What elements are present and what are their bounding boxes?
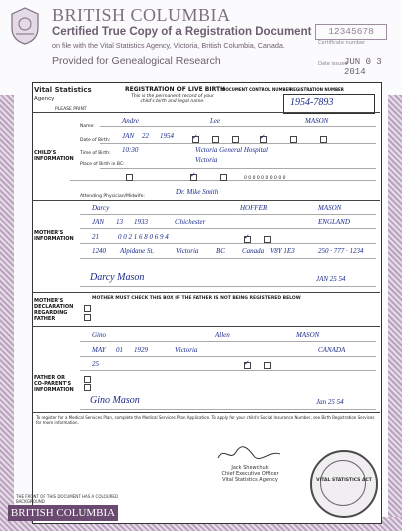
child-name-label: Name: xyxy=(80,124,95,129)
father-birthplace: Victoria xyxy=(175,346,198,354)
child-time: 10:30 xyxy=(122,146,139,154)
declaration-checkbox[interactable] xyxy=(84,314,91,321)
mother-street: Alpidane St. xyxy=(120,247,155,255)
father-option-checkbox[interactable] xyxy=(84,384,91,391)
divider xyxy=(32,200,380,201)
attending-physician: Dr. Mike Smith xyxy=(176,188,219,196)
father-age: 25 xyxy=(92,360,99,368)
father-signature-date: Jan 25 54 xyxy=(316,398,344,406)
registrar-name: Jack Shewchuk xyxy=(231,465,269,471)
field-line xyxy=(80,243,376,244)
field-line xyxy=(80,228,376,229)
father-signature: Gino Mason xyxy=(90,395,140,406)
please-print-label: PLEASE PRINT xyxy=(55,107,87,112)
footer-note: To register for a Medical Services Plan, complete the Medical Services Plan Application. To apply for your child's Social Insurance Number, see Birth Registration Services for more information. xyxy=(36,415,375,425)
child-first-name: Andre xyxy=(122,117,139,125)
seal-inner-ring xyxy=(320,460,366,506)
father-first-name: Gino xyxy=(92,331,106,339)
vital-statistics-seal-icon xyxy=(310,450,378,518)
child-dob-day: 22 xyxy=(142,132,149,140)
date-issued-label: Date issued xyxy=(318,61,348,67)
mother-birthplace: Chichester xyxy=(175,218,206,226)
place-of-birth-label: Place of Birth in BC: xyxy=(80,162,125,167)
sin-digits: 0 0 0 0 0 0 0 0 0 0 xyxy=(244,176,286,181)
father-dob-year: 1929 xyxy=(134,346,148,354)
divider xyxy=(32,292,380,293)
declaration-note: MOTHER MUST CHECK THIS BOX IF THE FATHER IS NOT BEING REGISTERED BELOW xyxy=(92,296,301,301)
registration-number: 1954-7893 xyxy=(290,97,334,108)
birth-type-checkbox[interactable] xyxy=(320,136,327,143)
father-middle-name: Allen xyxy=(215,331,230,339)
agency-logo: Vital Statistics xyxy=(34,86,92,94)
certificate-number-label: Certificate number xyxy=(318,40,366,46)
child-middle-name: Lee xyxy=(210,117,221,125)
certificate-purpose: Provided for Genealogical Research xyxy=(52,55,221,67)
child-time-label: Time of Birth: xyxy=(80,151,111,156)
divider xyxy=(32,412,380,413)
field-line xyxy=(100,126,376,127)
mother-first-name: Darcy xyxy=(92,204,110,212)
child-surname: MASON xyxy=(305,117,329,125)
field-line xyxy=(80,409,376,410)
mother-address-prov: BC xyxy=(216,247,225,255)
field-line xyxy=(80,214,376,215)
child-hospital: Victoria General Hospital xyxy=(195,146,268,154)
seal-text: VITAL STATISTICS ACT xyxy=(316,478,372,483)
certificate-number: 12345678 xyxy=(315,24,387,40)
father-country: CANADA xyxy=(318,346,346,354)
mother-checkbox[interactable] xyxy=(264,236,271,243)
mother-signature-date: JAN 25 54 xyxy=(316,275,346,283)
document-control-label: DOCUMENT CONTROL NUMBER xyxy=(222,87,292,92)
mother-birth-surname: MASON xyxy=(318,204,342,212)
declaration-section-label: MOTHER'S DECLARATION REGARDING FATHER xyxy=(34,298,74,322)
field-line xyxy=(80,341,376,342)
mother-address-city: Victoria xyxy=(176,247,199,255)
father-checkbox[interactable] xyxy=(264,362,271,369)
registrar-agency: Vital Statistics Agency xyxy=(222,477,278,483)
field-line xyxy=(100,143,376,144)
mother-age: 21 xyxy=(92,233,99,241)
mother-surname: HOFFER xyxy=(240,204,268,212)
form-title: REGISTRATION OF LIVE BIRTH xyxy=(125,86,226,93)
mother-dob-month: JAN xyxy=(92,218,105,226)
child-section-label: CHILD'S INFORMATION xyxy=(34,150,74,162)
field-line xyxy=(80,370,376,371)
mother-address-country: Canada xyxy=(242,247,265,255)
mother-signature: Darcy Mason xyxy=(90,272,145,283)
mother-postal: V8Y 1E3 xyxy=(270,247,295,255)
marital-checkbox[interactable] xyxy=(220,174,227,181)
father-section-label: FATHER OR CO-PARENT'S INFORMATION xyxy=(34,375,74,393)
child-dob-year: 1954 xyxy=(160,132,174,140)
father-dob-day: 01 xyxy=(116,346,123,354)
bc-crest-icon xyxy=(8,6,42,46)
father-surname: MASON xyxy=(296,331,320,339)
child-city: Victoria xyxy=(195,156,218,164)
child-dob-label: Date of Birth: xyxy=(80,138,111,143)
registrar-signature-icon xyxy=(214,444,284,464)
father-option-checkbox[interactable] xyxy=(84,376,91,383)
sex-checkbox[interactable] xyxy=(212,136,219,143)
mother-section-label: MOTHER'S INFORMATION xyxy=(34,230,74,242)
field-line xyxy=(80,286,376,287)
bc-wordmark: BRITISH COLUMBIA xyxy=(8,505,118,521)
declaration-checkbox[interactable] xyxy=(84,305,91,312)
field-line xyxy=(80,356,376,357)
right-border xyxy=(388,95,402,531)
father-dob-month: MAY xyxy=(92,346,106,354)
mother-phn: 0 0 2 1 6 8 0 6 9 4 xyxy=(118,233,169,241)
registration-number-label: REGISTRATION NUMBER xyxy=(290,87,344,92)
marital-checkbox[interactable] xyxy=(190,174,197,181)
sex-checkbox[interactable] xyxy=(192,136,199,143)
agency-logo-sub: Agency xyxy=(34,96,55,102)
mother-dob-year: 1933 xyxy=(134,218,148,226)
province-heading: BRITISH COLUMBIA xyxy=(52,5,231,25)
field-line xyxy=(80,258,376,259)
marital-checkbox[interactable] xyxy=(126,174,133,181)
background-warning: THE FRONT OF THIS DOCUMENT HAS A COLOURED BACKGROUND xyxy=(16,494,119,504)
child-dob-month: JAN xyxy=(122,132,135,140)
sex-checkbox[interactable] xyxy=(232,136,239,143)
registrar-block xyxy=(200,465,300,483)
mother-country: ENGLAND xyxy=(318,218,350,226)
registrar-title: Chief Executive Officer xyxy=(221,471,279,477)
certificate-subtitle: on file with the Vital Statistics Agency, Victoria, British Columbia, Canada. xyxy=(52,41,285,50)
left-border xyxy=(0,95,14,531)
mother-checkbox[interactable] xyxy=(244,236,251,243)
date-issued: JUN 0 3 2014 xyxy=(344,57,382,77)
form-legal-note: This is the permanent record of your child's birth and legal name. xyxy=(131,94,214,104)
divider xyxy=(32,326,380,327)
mother-address: 1240 xyxy=(92,247,106,255)
attending-label: Attending Physician/Midwife: xyxy=(80,194,145,199)
mother-dob-day: 13 xyxy=(116,218,123,226)
certificate-title: Certified True Copy of a Registration Document xyxy=(52,26,312,38)
divider xyxy=(32,112,380,113)
birth-type-checkbox[interactable] xyxy=(290,136,297,143)
birth-type-checkbox[interactable] xyxy=(260,136,267,143)
father-checkbox[interactable] xyxy=(244,362,251,369)
field-line xyxy=(100,168,376,169)
mother-phone: 250 · 777 · 1234 xyxy=(318,247,364,255)
